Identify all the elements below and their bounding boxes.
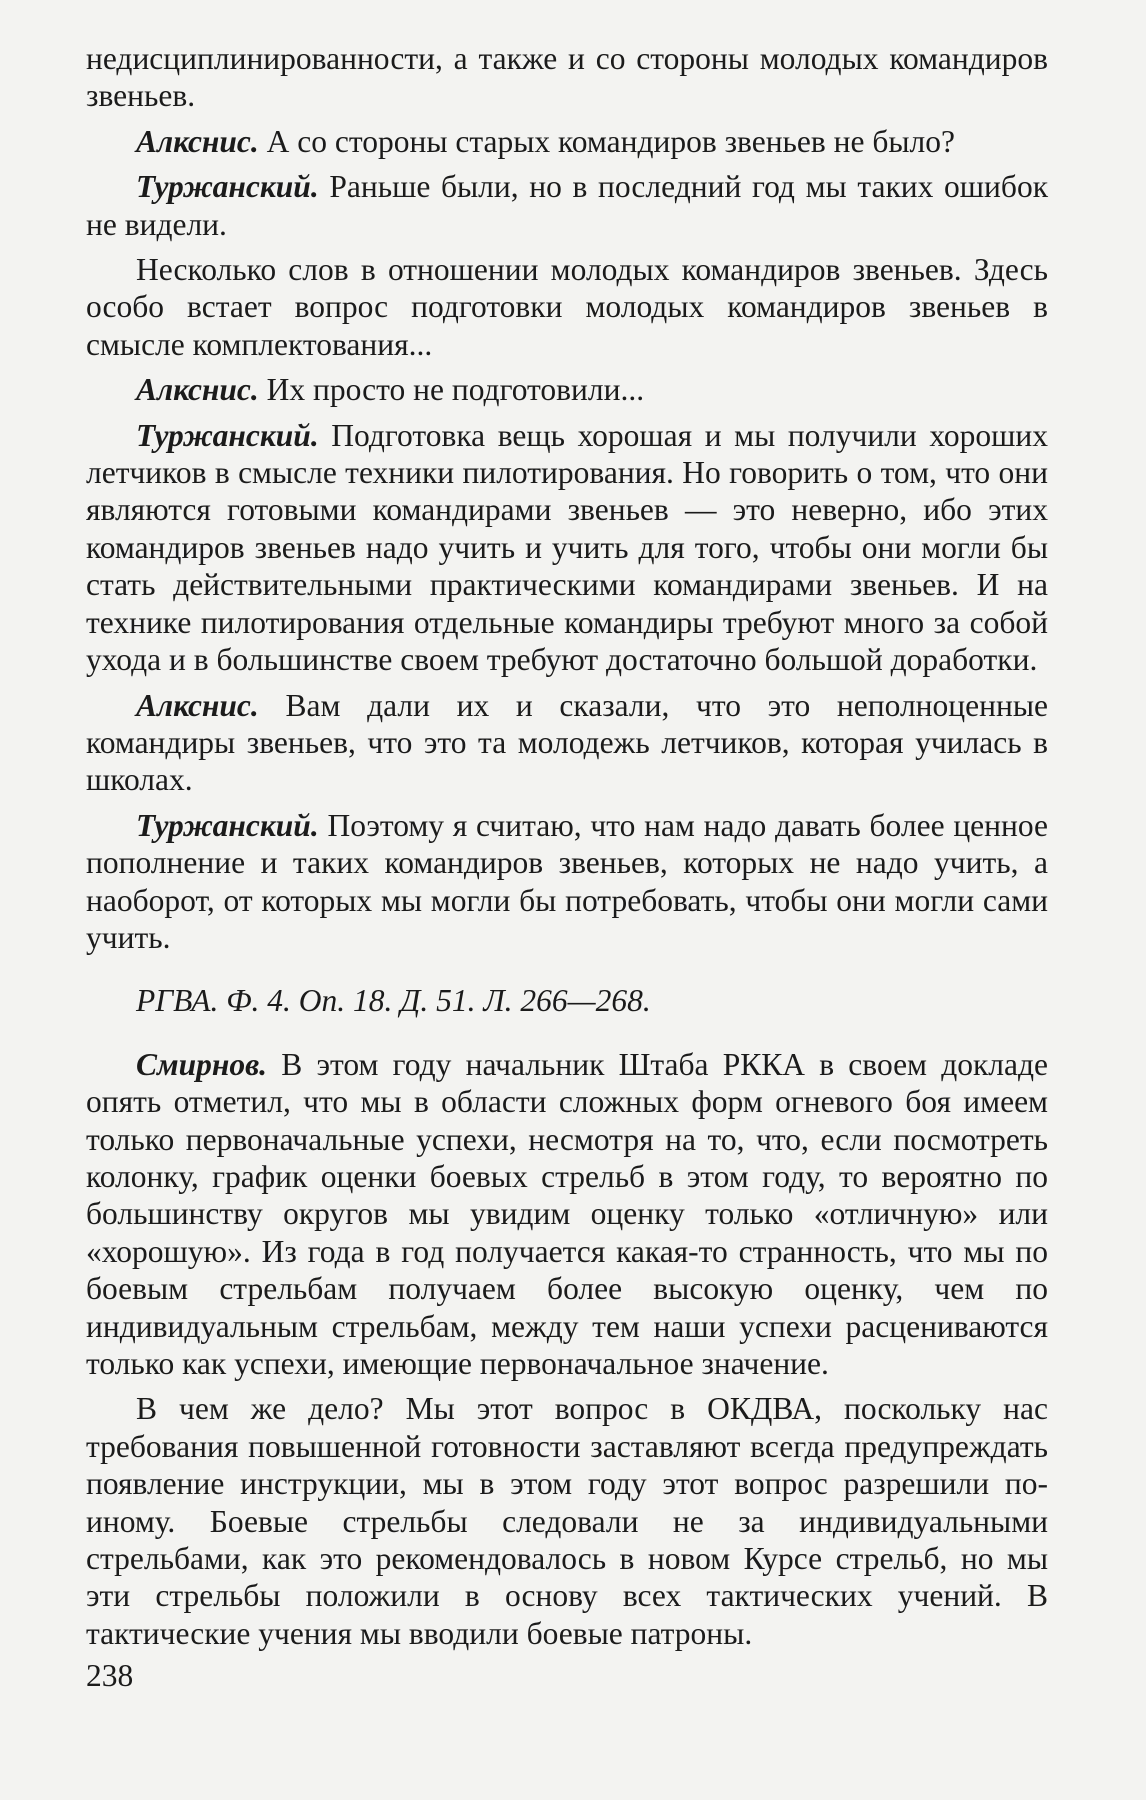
paragraph-text: Их просто не подготовили...	[258, 372, 645, 408]
dialogue-paragraph	[86, 168, 1048, 243]
speaker-name: Туржанский.	[136, 169, 319, 205]
dialogue-paragraph	[86, 417, 1048, 679]
paragraph	[86, 251, 1048, 363]
page-body	[86, 40, 1048, 1652]
paragraph-text: Подготовка вещь хорошая и мы получили хороших летчиков в смысле техники пилотирования. Но говорить о том, что они являются готовыми командирами звеньев — это неверно, ибо этих командиров звеньев надо учить и учить для того, чтобы они могли бы стать действительными практическими командирами звеньев. И на технике пилотирования отдельные командиры требуют много за собой ухода и в большинстве своем требуют достаточно большой доработки.	[86, 417, 1048, 678]
paragraph-text: Вам дали их и сказали, что это неполноценные командиры звеньев, что это та молодежь летчиков, которая училась в школах.	[86, 687, 1048, 798]
dialogue-paragraph	[86, 807, 1048, 957]
dialogue-paragraph	[86, 687, 1048, 799]
speaker-name: Алкснис.	[136, 372, 259, 408]
dialogue-paragraph	[86, 1046, 1048, 1383]
paragraph	[86, 40, 1048, 115]
dialogue-paragraph	[86, 123, 1048, 160]
paragraph-text: В этом году начальник Штаба РККА в своем докладе опять отметил, что мы в области сложных форм огневого боя имеем только первоначальные успехи, несмотря на то, что, если посмотреть колонку, график оценки боевых стрельб в этом году, то вероятно по большинству округов мы увидим оценку только «отличную» или «хорошую». Из года в год получается какая-то странность, что мы по боевым стрельбам получаем более высокую оценку, чем по индивидуальным стрельбам, между тем наши успехи расцениваются только как успехи, имеющие первоначальное значение.	[86, 1046, 1048, 1381]
speaker-name: Смирнов.	[136, 1046, 268, 1082]
page-number: 238	[86, 1658, 134, 1693]
paragraph-text: В чем же дело? Мы этот вопрос в ОКДВА, поскольку нас требования повышенной готовности заставляют всегда предупреждать появление инструкции, мы в этом году этот вопрос разрешили по-иному. Боевые стрельбы следовали не за индивидуальными стрельбами, как это рекомендовалось в новом Курсе стрельб, но мы эти стрельбы положили в основу всех тактических учений. В тактические учения мы вводили боевые патроны.	[86, 1391, 1048, 1651]
dialogue-paragraph	[86, 371, 1048, 408]
paragraph-text: А со стороны старых командиров звеньев не было?	[258, 123, 955, 159]
paragraph-text: Поэтому я считаю, что нам надо давать более ценное пополнение и таких командиров звеньев, которых не надо учить, а наоборот, от которых мы могли бы потребовать, чтобы они могли сами учить.	[86, 807, 1048, 955]
paragraph-text: Раньше были, но в последний год мы таких ошибок не видели.	[86, 169, 1048, 242]
paragraph	[86, 1390, 1048, 1652]
source-text: РГВА. Ф. 4. Оп. 18. Д. 51. Л. 266—268.	[136, 983, 651, 1019]
speaker-name: Алкснис.	[136, 123, 259, 159]
paragraph-text: недисциплинированности, а также и со стороны молодых командиров звеньев.	[86, 41, 1048, 114]
speaker-name: Туржанский.	[136, 417, 319, 453]
archive-source-reference	[86, 982, 1048, 1019]
speaker-name: Алкснис.	[136, 687, 259, 723]
paragraph-text: Несколько слов в отношении молодых командиров звеньев. Здесь особо встает вопрос подготовки молодых командиров звеньев в смысле комплектования...	[86, 252, 1048, 362]
speaker-name: Туржанский.	[136, 807, 319, 843]
